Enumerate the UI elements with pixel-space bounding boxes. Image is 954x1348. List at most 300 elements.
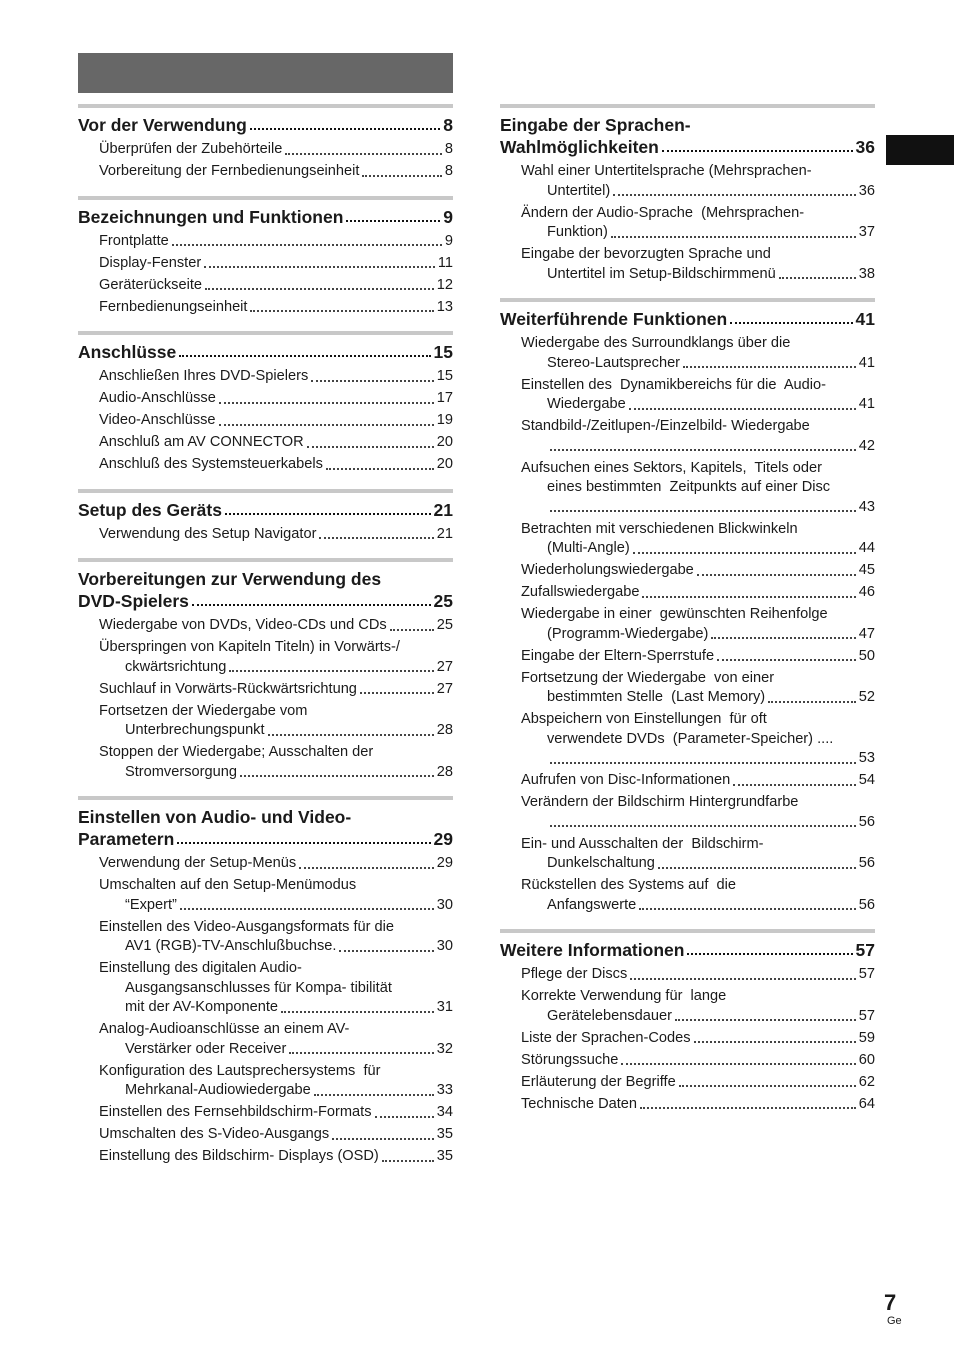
entry-text: Wiedergabe des Surroundklangs über die bbox=[521, 335, 791, 351]
toc-entry[interactable] bbox=[521, 1095, 875, 1115]
section-heading[interactable] bbox=[500, 114, 875, 158]
entry-page-number: 56 bbox=[858, 813, 875, 830]
toc-entry[interactable] bbox=[99, 680, 453, 700]
entry-page-number: 47 bbox=[858, 625, 875, 642]
entry-text: Verwendung des Setup Navigator bbox=[99, 525, 317, 542]
toc-entry[interactable] bbox=[99, 162, 453, 182]
entry-text: Standbild-/Zeitlupen-/Einzelbild- Wiedergabe bbox=[521, 418, 810, 434]
entry-text: Wiederholungswiedergabe bbox=[521, 562, 694, 578]
toc-entry[interactable] bbox=[99, 232, 453, 252]
entry-text: bestimmten Stelle (Last Memory) bbox=[547, 689, 766, 705]
entry-page-number: 43 bbox=[858, 498, 875, 515]
section-title-line bbox=[500, 114, 875, 136]
toc-entry[interactable] bbox=[521, 459, 875, 518]
toc-entries bbox=[78, 140, 453, 182]
dot-leader bbox=[326, 468, 434, 470]
section-heading[interactable] bbox=[78, 341, 453, 363]
dot-leader bbox=[390, 629, 434, 631]
toc-entry[interactable] bbox=[521, 987, 875, 1026]
entry-text: Umschalten auf den Setup-Menümodus bbox=[99, 877, 357, 893]
dot-leader bbox=[640, 1107, 856, 1109]
entry-text: Ändern der Audio-Sprache (Mehrsprachen- bbox=[521, 204, 805, 221]
entry-text: Vorbereitung der Fernbedienungseinheit bbox=[99, 163, 360, 179]
dot-leader bbox=[621, 1063, 855, 1065]
section-heading[interactable] bbox=[78, 114, 453, 136]
entry-page-number: 28 bbox=[436, 722, 453, 738]
section-title-line bbox=[78, 341, 453, 363]
entry-line bbox=[521, 459, 875, 479]
entry-page-number: 31 bbox=[436, 999, 453, 1015]
section-title-line bbox=[500, 308, 875, 330]
toc-entry[interactable] bbox=[99, 140, 453, 160]
dot-leader bbox=[687, 953, 852, 955]
toc-entry[interactable] bbox=[99, 959, 453, 1018]
entry-line bbox=[99, 455, 453, 475]
entry-text: eines bestimmten Zeitpunkts auf einer Disc bbox=[547, 479, 831, 495]
entry-page-number: 57 bbox=[858, 966, 875, 982]
toc-entry[interactable] bbox=[521, 835, 875, 874]
entry-text: Fortsetzung der Wiedergabe von einer bbox=[521, 669, 775, 686]
entry-text: Verändern der Bildschirm Hintergrundfarbe bbox=[521, 794, 799, 810]
toc-entry[interactable] bbox=[99, 743, 453, 782]
toc-entries bbox=[78, 525, 453, 545]
dot-leader bbox=[768, 701, 856, 703]
entry-page-number: 8 bbox=[444, 163, 453, 179]
dot-leader bbox=[633, 552, 856, 554]
section-heading[interactable] bbox=[78, 499, 453, 521]
toc-entry[interactable] bbox=[99, 298, 453, 318]
entry-line bbox=[521, 561, 875, 581]
entry-text: Funktion) bbox=[547, 224, 608, 240]
section-page-number: 25 bbox=[433, 591, 453, 611]
entry-page-number: 19 bbox=[436, 412, 453, 428]
entry-page-number: 35 bbox=[436, 1148, 453, 1164]
entry-line bbox=[521, 437, 875, 457]
entry-page-number: 46 bbox=[858, 584, 875, 600]
entry-line bbox=[99, 680, 453, 700]
entry-line bbox=[99, 616, 453, 636]
entry-line bbox=[99, 721, 453, 741]
toc-entries bbox=[500, 965, 875, 1114]
entry-line bbox=[521, 417, 875, 437]
toc-entries bbox=[78, 232, 453, 318]
section-title-line bbox=[78, 114, 453, 136]
section-heading[interactable] bbox=[78, 568, 453, 612]
entry-line bbox=[521, 223, 875, 243]
dot-leader bbox=[339, 950, 433, 952]
toc-entry[interactable] bbox=[99, 1147, 453, 1167]
entry-page-number: 56 bbox=[858, 855, 875, 871]
entry-text: Einstellen des Video-Ausgangsformats für die bbox=[99, 918, 395, 935]
entry-line bbox=[521, 354, 875, 374]
side-tab-marker bbox=[886, 135, 954, 165]
toc-entry[interactable] bbox=[521, 965, 875, 985]
dot-leader bbox=[250, 128, 440, 130]
toc-entry[interactable] bbox=[99, 638, 453, 677]
entry-line bbox=[521, 162, 875, 182]
dot-leader bbox=[172, 244, 442, 246]
toc-entry[interactable] bbox=[99, 876, 453, 915]
entry-text: Untertitel im Setup-Bildschirmmenü bbox=[547, 265, 776, 282]
toc-entry[interactable] bbox=[99, 367, 453, 387]
entry-line bbox=[521, 813, 875, 833]
toc-section bbox=[78, 196, 453, 318]
toc-entry[interactable] bbox=[521, 605, 875, 644]
dot-leader bbox=[177, 842, 430, 844]
entry-line bbox=[99, 140, 453, 160]
entry-text: Suchlauf in Vorwärts-Rückwärtsrichtung bbox=[99, 680, 357, 697]
entry-page-number: 60 bbox=[858, 1051, 875, 1068]
entry-line bbox=[521, 265, 875, 285]
entry-page-number: 59 bbox=[858, 1029, 875, 1046]
toc-entry[interactable] bbox=[521, 162, 875, 201]
entry-line bbox=[521, 987, 875, 1007]
dot-leader bbox=[362, 175, 441, 177]
entry-text: Wahl einer Untertitelsprache (Mehrsprachen- bbox=[521, 163, 812, 179]
entry-line bbox=[99, 367, 453, 387]
entry-page-number: 32 bbox=[436, 1040, 453, 1057]
entry-text: Display-Fenster bbox=[99, 254, 202, 271]
entry-line bbox=[521, 896, 875, 916]
section-title-text: Weitere Informationen bbox=[500, 940, 685, 960]
dot-leader bbox=[675, 1019, 856, 1021]
entry-line bbox=[99, 276, 453, 296]
entry-text: mit der AV-Komponente bbox=[125, 999, 279, 1015]
dot-leader bbox=[629, 408, 856, 410]
toc-section bbox=[78, 558, 453, 782]
dot-leader bbox=[307, 446, 434, 448]
toc-entry[interactable] bbox=[521, 876, 875, 915]
entry-line bbox=[99, 1062, 453, 1082]
entry-page-number: 36 bbox=[858, 182, 875, 199]
section-page-number: 29 bbox=[433, 829, 453, 849]
entry-page-number: 56 bbox=[858, 896, 875, 913]
section-page-number: 9 bbox=[443, 206, 453, 227]
dot-leader bbox=[683, 366, 856, 368]
entry-text: Wiedergabe in einer gewünschten Reihenfolge bbox=[521, 606, 828, 622]
toc-section bbox=[78, 489, 453, 545]
toc-entry[interactable] bbox=[99, 525, 453, 545]
toc-entry[interactable] bbox=[521, 710, 875, 769]
entry-page-number: 64 bbox=[858, 1095, 875, 1112]
dot-leader bbox=[613, 194, 856, 196]
header-bar bbox=[78, 53, 453, 93]
entry-text: Anschluß am AV CONNECTOR bbox=[99, 434, 304, 450]
entry-text: Rückstellen des Systems auf die bbox=[521, 877, 736, 893]
toc-entry[interactable] bbox=[99, 1103, 453, 1123]
entry-text: ckwärtsrichtung bbox=[125, 658, 227, 675]
toc-entry[interactable] bbox=[521, 1073, 875, 1093]
entry-line bbox=[521, 965, 875, 985]
dot-leader bbox=[229, 670, 433, 672]
toc-entries bbox=[78, 854, 453, 1167]
entry-text: Betrachten mit verschiedenen Blickwinkeln bbox=[521, 520, 798, 537]
entry-page-number: 11 bbox=[437, 254, 453, 271]
entry-line bbox=[521, 520, 875, 540]
entry-text: (Multi-Angle) bbox=[547, 540, 630, 556]
toc-entry[interactable] bbox=[521, 771, 875, 791]
entry-page-number: 41 bbox=[858, 396, 875, 412]
entry-line bbox=[521, 854, 875, 874]
page-number: 7 bbox=[884, 1290, 897, 1315]
dot-leader bbox=[281, 1011, 434, 1013]
section-title-line bbox=[500, 136, 875, 158]
entry-page-number: 50 bbox=[858, 647, 875, 664]
entry-text: Stromversorgung bbox=[125, 763, 237, 780]
entry-page-number: 29 bbox=[436, 855, 453, 871]
entry-text: Eingabe der Eltern-Sperrstufe bbox=[521, 647, 715, 664]
entry-line bbox=[99, 1040, 453, 1060]
dot-leader bbox=[225, 513, 431, 515]
entry-page-number: 38 bbox=[858, 265, 875, 282]
dot-leader bbox=[630, 978, 856, 980]
section-title-line bbox=[78, 568, 453, 590]
dot-leader bbox=[179, 355, 430, 357]
entry-line bbox=[521, 1073, 875, 1093]
entry-page-number: 27 bbox=[436, 680, 453, 697]
section-title-text: Vor der Verwendung bbox=[78, 115, 247, 135]
section-title-line bbox=[500, 939, 875, 961]
dot-leader bbox=[733, 784, 855, 786]
toc-section bbox=[500, 104, 875, 284]
entry-page-number: 8 bbox=[444, 141, 453, 157]
dot-leader bbox=[550, 449, 856, 451]
entry-line bbox=[521, 539, 875, 559]
entry-page-number: 21 bbox=[436, 525, 453, 542]
toc-entry[interactable] bbox=[521, 1051, 875, 1071]
toc-entries bbox=[500, 334, 875, 915]
dot-leader bbox=[192, 604, 431, 606]
entry-text: Erläuterung der Begriffe bbox=[521, 1073, 676, 1090]
dot-leader bbox=[311, 380, 434, 382]
toc-entry[interactable] bbox=[521, 669, 875, 708]
dot-leader bbox=[180, 908, 434, 910]
entry-line bbox=[99, 638, 453, 658]
dot-leader bbox=[679, 1085, 856, 1087]
entry-text: AV1 (RGB)-TV-Anschlußbuchse. bbox=[125, 938, 337, 954]
entry-page-number: 30 bbox=[436, 938, 453, 954]
dot-leader bbox=[662, 150, 853, 152]
toc-entry[interactable] bbox=[99, 854, 453, 874]
toc-entry[interactable] bbox=[521, 583, 875, 603]
dot-leader bbox=[694, 1041, 856, 1043]
toc-entry[interactable] bbox=[99, 1062, 453, 1101]
toc-entry[interactable] bbox=[99, 918, 453, 957]
entry-line bbox=[99, 702, 453, 722]
dot-leader bbox=[240, 775, 434, 777]
entry-text: Frontplatte bbox=[99, 232, 169, 249]
dot-leader bbox=[382, 1160, 434, 1162]
dot-leader bbox=[219, 424, 434, 426]
entry-page-number: 41 bbox=[858, 354, 875, 371]
entry-text: Ein- und Ausschalten der Bildschirm- bbox=[521, 835, 764, 852]
entry-text: Fernbedienungseinheit bbox=[99, 298, 248, 315]
dot-leader bbox=[550, 762, 856, 764]
section-heading[interactable] bbox=[500, 939, 875, 961]
entry-line bbox=[521, 835, 875, 855]
entry-line bbox=[521, 334, 875, 354]
entry-text: Überprüfen der Zubehörteile bbox=[99, 141, 283, 157]
entry-line bbox=[99, 162, 453, 182]
section-title-text: Parametern bbox=[78, 829, 175, 849]
entry-text: Mehrkanal-Audiowiedergabe bbox=[125, 1082, 311, 1098]
toc-entry[interactable] bbox=[99, 389, 453, 409]
dot-leader bbox=[717, 659, 856, 661]
toc-section bbox=[500, 929, 875, 1114]
entry-line bbox=[99, 854, 453, 874]
entry-line bbox=[521, 245, 875, 265]
entry-page-number: 28 bbox=[436, 763, 453, 780]
entry-text: Verwendung der Setup-Menüs bbox=[99, 855, 297, 871]
toc-entry[interactable] bbox=[99, 254, 453, 274]
dot-leader bbox=[360, 692, 434, 694]
dot-leader bbox=[299, 867, 434, 869]
section-title-line bbox=[78, 828, 453, 850]
entry-text: Wiedergabe bbox=[547, 396, 626, 412]
dot-leader bbox=[375, 1116, 434, 1118]
dot-leader bbox=[332, 1138, 434, 1140]
section-title-line bbox=[78, 590, 453, 612]
entry-text: Fortsetzen der Wiedergabe vom bbox=[99, 702, 308, 719]
toc-entry[interactable] bbox=[99, 455, 453, 475]
entry-text: (Programm-Wiedergabe) bbox=[547, 625, 709, 642]
dot-leader bbox=[346, 220, 440, 222]
toc-entry[interactable] bbox=[99, 702, 453, 741]
section-page-number: 57 bbox=[855, 940, 875, 960]
entry-line bbox=[99, 763, 453, 783]
section-title-text: Vorbereitungen zur Verwendung des bbox=[78, 569, 382, 589]
entry-text: Abspeichern von Einstellungen für oft bbox=[521, 711, 767, 727]
toc-entry[interactable] bbox=[521, 417, 875, 456]
entry-line bbox=[99, 298, 453, 318]
dot-leader bbox=[250, 310, 433, 312]
dot-leader bbox=[285, 153, 442, 155]
toc-entry[interactable] bbox=[521, 204, 875, 243]
entry-line bbox=[521, 605, 875, 625]
toc-entry[interactable] bbox=[521, 793, 875, 832]
dot-leader bbox=[779, 277, 856, 279]
dot-leader bbox=[319, 537, 433, 539]
entry-line bbox=[99, 1081, 453, 1101]
entry-page-number: 42 bbox=[858, 437, 875, 454]
toc-entry[interactable] bbox=[521, 376, 875, 415]
entry-line bbox=[99, 658, 453, 678]
entry-text: Einstellung des digitalen Audio- bbox=[99, 960, 302, 976]
entry-line bbox=[99, 1125, 453, 1145]
section-title-text: Bezeichnungen und Funktionen bbox=[78, 206, 344, 227]
dot-leader bbox=[611, 236, 856, 238]
toc-entry[interactable] bbox=[99, 616, 453, 636]
dot-leader bbox=[730, 322, 852, 324]
entry-line bbox=[521, 710, 875, 730]
entry-text: Anschließen Ihres DVD-Spielers bbox=[99, 368, 309, 384]
entry-page-number: 25 bbox=[436, 617, 453, 633]
section-page-number: 21 bbox=[433, 499, 453, 520]
entry-text: Analog-Audioanschlüsse an einem AV- bbox=[99, 1021, 350, 1037]
entry-line bbox=[99, 1103, 453, 1123]
entry-line bbox=[521, 1095, 875, 1115]
toc-entry[interactable] bbox=[521, 1029, 875, 1049]
toc-entries bbox=[78, 616, 453, 782]
entry-page-number: 9 bbox=[444, 232, 453, 249]
entry-page-number: 15 bbox=[436, 368, 453, 384]
entry-page-number: 53 bbox=[858, 750, 875, 766]
entry-text: Wiedergabe von DVDs, Video-CDs und CDs bbox=[99, 617, 387, 633]
section-title-text: Setup des Geräts bbox=[78, 499, 222, 520]
entry-page-number: 57 bbox=[858, 1007, 875, 1024]
dot-leader bbox=[642, 596, 855, 598]
section-heading[interactable] bbox=[78, 806, 453, 850]
entry-text: Pflege der Discs bbox=[521, 966, 628, 982]
entry-page-number: 37 bbox=[858, 224, 875, 240]
entry-line bbox=[521, 876, 875, 896]
section-title-text: Wahlmöglichkeiten bbox=[500, 137, 659, 157]
entry-line bbox=[99, 433, 453, 453]
entry-text: Aufsuchen eines Sektors, Kapitels, Titels oder bbox=[521, 459, 822, 476]
section-title-text: Anschlüsse bbox=[78, 342, 177, 362]
toc-entry[interactable] bbox=[521, 647, 875, 667]
toc-section bbox=[78, 104, 453, 182]
dot-leader bbox=[205, 288, 434, 290]
toc-entry[interactable] bbox=[99, 1020, 453, 1059]
section-page-number: 41 bbox=[855, 309, 875, 329]
entry-page-number: 20 bbox=[436, 456, 453, 472]
entry-line bbox=[99, 1147, 453, 1167]
entry-line bbox=[99, 876, 453, 896]
entry-line bbox=[521, 625, 875, 645]
toc-entries bbox=[78, 367, 453, 475]
entry-line bbox=[99, 959, 453, 979]
dot-leader bbox=[658, 867, 856, 869]
section-heading[interactable] bbox=[78, 206, 453, 228]
entry-text: Dunkelschaltung bbox=[547, 855, 655, 871]
toc-entry[interactable] bbox=[99, 1125, 453, 1145]
toc-entry[interactable] bbox=[99, 433, 453, 453]
section-title-text: Einstellen von Audio- und Video- bbox=[78, 807, 352, 827]
dot-leader bbox=[697, 574, 856, 576]
entry-page-number: 35 bbox=[436, 1126, 453, 1142]
toc-entry[interactable] bbox=[521, 561, 875, 581]
entry-text: Stoppen der Wiedergabe; Ausschalten der bbox=[99, 744, 374, 760]
toc-entry[interactable] bbox=[99, 411, 453, 431]
dot-leader bbox=[550, 510, 856, 512]
dot-leader bbox=[314, 1094, 434, 1096]
toc-section bbox=[78, 331, 453, 475]
dot-leader bbox=[268, 734, 434, 736]
toc-entry[interactable] bbox=[521, 245, 875, 284]
toc-entry[interactable] bbox=[521, 334, 875, 373]
entry-text: Verstärker oder Receiver bbox=[125, 1040, 287, 1057]
dot-leader bbox=[219, 402, 434, 404]
entry-text: Video-Anschlüsse bbox=[99, 412, 216, 428]
entry-page-number: 20 bbox=[436, 434, 453, 450]
section-heading[interactable] bbox=[500, 308, 875, 330]
entry-text: Anschluß des Systemsteuerkabels bbox=[99, 456, 323, 472]
entry-text: Umschalten des S-Video-Ausgangs bbox=[99, 1126, 330, 1142]
dot-leader bbox=[289, 1052, 433, 1054]
entry-line bbox=[521, 771, 875, 791]
toc-entry[interactable] bbox=[521, 520, 875, 559]
entry-page-number: 12 bbox=[436, 276, 453, 293]
toc-entry[interactable] bbox=[99, 276, 453, 296]
entry-page-number: 30 bbox=[436, 896, 453, 913]
dot-leader bbox=[204, 266, 435, 268]
entry-line bbox=[521, 793, 875, 813]
entry-line bbox=[99, 979, 453, 999]
entry-text: Untertitel) bbox=[547, 182, 611, 199]
entry-line bbox=[521, 647, 875, 667]
entry-text: Eingabe der bevorzugten Sprache und bbox=[521, 246, 771, 262]
